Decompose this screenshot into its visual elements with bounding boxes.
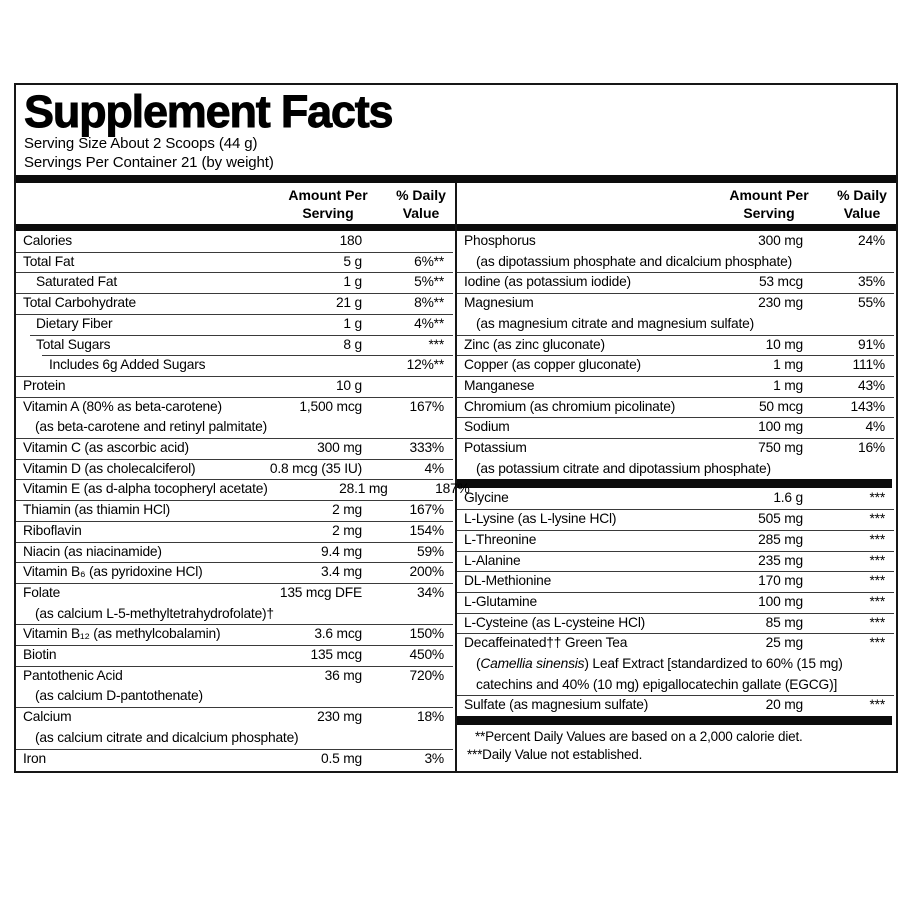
nutrient-name: Vitamin D (as cholecalciferol) <box>23 460 196 476</box>
nutrient-row <box>457 293 896 334</box>
nutrient-amount: 3.6 mcg <box>314 626 362 642</box>
nutrient-source-note: (as potassium citrate and dipotassium phosphate) <box>476 460 771 476</box>
nutrient-amount: 1.6 g <box>773 490 803 506</box>
nutrient-name: L-Threonine <box>464 531 537 547</box>
nutrient-name: Includes 6g Added Sugars <box>49 357 206 373</box>
nutrient-amount: 300 mg <box>758 233 803 248</box>
nutrient-daily-value: 200% <box>409 564 444 580</box>
nutrient-source-note: (as dipotassium phosphate and dicalcium phosphate) <box>476 253 792 269</box>
nutrient-amount: 285 mg <box>758 531 803 547</box>
nutrient-row <box>16 272 455 293</box>
nutrient-source-note: (as calcium D-pantothenate) <box>35 688 203 704</box>
nutrient-name: Folate <box>23 584 61 600</box>
nutrient-daily-value: *** <box>869 552 885 568</box>
nutrient-name: Potassium <box>464 440 527 456</box>
nutrient-source-note: (as calcium citrate and dicalcium phosphate) <box>35 729 299 745</box>
nutrient-daily-value: 4% <box>424 460 444 476</box>
nutrient-name: Manganese <box>464 377 535 393</box>
nutrient-amount: 180 <box>339 233 362 248</box>
nutrient-name: Iodine (as potassium iodide) <box>464 274 631 290</box>
nutrient-daily-value: 333% <box>409 440 444 456</box>
nutrient-row <box>457 633 896 695</box>
nutrient-row <box>457 551 896 572</box>
servings-per-container-text: Servings Per Container 21 (by weight) <box>24 154 274 171</box>
columns-container <box>16 183 896 771</box>
amount-per-serving-header <box>705 186 833 222</box>
nutrient-amount: 10 mg <box>765 336 803 352</box>
nutrient-source-note: catechins and 40% (10 mg) epigallocatechin gallate (EGCG)] <box>476 676 838 692</box>
nutrient-row <box>16 500 455 521</box>
nutrient-name: Calories <box>23 233 73 248</box>
nutrient-name: Sulfate (as magnesium sulfate) <box>464 697 649 713</box>
nutrient-daily-value: 8%** <box>414 295 444 311</box>
nutrient-daily-value: 450% <box>409 647 444 663</box>
nutrient-amount: 5 g <box>343 253 362 269</box>
label-title: Supplement Facts <box>24 86 393 137</box>
nutrient-name: Total Carbohydrate <box>23 295 136 311</box>
amount-per-serving-header <box>264 186 392 222</box>
nutrient-name: Magnesium <box>464 295 534 311</box>
nutrient-source-note: (as beta-carotene and retinyl palmitate) <box>35 419 268 435</box>
nutrient-daily-value: *** <box>869 614 885 630</box>
nutrient-daily-value: *** <box>869 511 885 527</box>
nutrient-daily-value: *** <box>869 573 885 589</box>
nutrient-name: Biotin <box>23 647 57 663</box>
nutrient-daily-value: 5%** <box>414 274 444 290</box>
nutrient-amount: 100 mg <box>758 419 803 435</box>
nutrient-row <box>16 231 455 252</box>
right-column <box>457 183 896 771</box>
nutrient-amount: 21 g <box>335 295 362 311</box>
nutrient-name: Riboflavin <box>23 522 82 538</box>
label-header <box>16 85 896 172</box>
nutrient-row <box>457 438 896 479</box>
nutrient-row <box>457 417 896 438</box>
nutrient-name: Phosphorus <box>464 233 536 248</box>
nutrient-row <box>16 252 455 273</box>
nutrient-amount: 85 mg <box>765 614 803 630</box>
nutrient-daily-value: 18% <box>416 709 444 725</box>
nutrient-amount: 1 g <box>343 315 362 331</box>
nutrient-daily-value: 167% <box>409 398 444 414</box>
footnotes-divider-bar <box>457 716 892 725</box>
left-column-header <box>16 183 455 224</box>
nutrient-row <box>16 749 455 770</box>
header-divider-bar <box>457 224 896 231</box>
nutrient-row <box>16 397 455 438</box>
nutrient-row <box>16 666 455 707</box>
amount-header-line1: Amount Per <box>288 187 368 203</box>
nutrient-row <box>16 459 455 480</box>
nutrient-row <box>457 509 896 530</box>
nutrient-row <box>16 293 455 314</box>
nutrient-name: Vitamin E (as d-alpha tocopheryl acetate) <box>23 481 268 497</box>
percent-daily-value-header <box>833 186 891 222</box>
nutrient-row <box>457 571 896 592</box>
nutrient-daily-value: 6%** <box>414 253 444 269</box>
footnote: ***Daily Value not established. <box>467 746 643 762</box>
nutrient-amount: 0.8 mcg (35 IU) <box>269 460 362 476</box>
nutrient-name: Zinc (as zinc gluconate) <box>464 336 605 352</box>
amount-header-line2: Serving <box>743 205 795 221</box>
dv-header-line1: % Daily <box>837 187 887 203</box>
header-divider-bar <box>16 224 455 231</box>
nutrient-row <box>16 335 455 356</box>
nutrient-name: Vitamin A (80% as beta-carotene) <box>23 398 222 414</box>
nutrient-name: Glycine <box>464 490 509 506</box>
dv-header-line1: % Daily <box>396 187 446 203</box>
nutrient-daily-value: 59% <box>416 543 444 559</box>
nutrient-daily-value: 3% <box>424 750 444 766</box>
nutrient-daily-value: 24% <box>857 233 885 248</box>
nutrient-name: Pantothenic Acid <box>23 667 123 683</box>
amino-acids-rows <box>457 488 896 716</box>
dv-header-line2: Value <box>843 205 881 221</box>
nutrient-amount: 9.4 mg <box>321 543 362 559</box>
nutrient-name: Total Fat <box>23 253 75 269</box>
nutrient-amount: 135 mcg DFE <box>279 584 362 600</box>
nutrient-amount: 28.1 mg <box>339 481 388 497</box>
nutrient-amount: 230 mg <box>317 709 362 725</box>
nutrient-name: Vitamin B₁₂ (as methylcobalamin) <box>23 626 221 642</box>
minerals-rows <box>457 231 896 479</box>
nutrient-name: Vitamin C (as ascorbic acid) <box>23 440 189 456</box>
nutrient-daily-value: *** <box>869 697 885 713</box>
nutrient-name: L-Cysteine (as L-cysteine HCl) <box>464 614 646 630</box>
supplement-facts-panel <box>14 83 898 773</box>
nutrient-daily-value <box>362 231 450 252</box>
nutrient-amount: 3.4 mg <box>321 564 362 580</box>
nutrient-daily-value: 720% <box>409 667 444 683</box>
footnote: **Percent Daily Values are based on a 2,000 calorie diet. <box>475 729 803 745</box>
nutrient-name: DL-Methionine <box>464 573 552 589</box>
nutrient-daily-value: 55% <box>857 295 885 311</box>
nutrient-daily-value: 167% <box>409 502 444 518</box>
nutrient-daily-value: 150% <box>409 626 444 642</box>
nutrient-amount <box>242 355 362 376</box>
nutrient-amount: 135 mcg <box>310 647 362 663</box>
nutrient-daily-value: 12%** <box>406 357 444 373</box>
nutrient-daily-value: *** <box>869 635 885 651</box>
nutrient-name: Protein <box>23 377 66 393</box>
amount-header-line1: Amount Per <box>729 187 809 203</box>
nutrient-row <box>16 355 455 376</box>
nutrient-daily-value: 154% <box>409 522 444 538</box>
nutrient-name: Decaffeinated†† Green Tea <box>464 635 628 651</box>
nutrient-row <box>16 314 455 335</box>
nutrient-daily-value: 34% <box>416 584 444 600</box>
nutrient-name: Thiamin (as thiamin HCl) <box>23 502 170 518</box>
nutrient-row <box>457 376 896 397</box>
left-column <box>16 183 470 771</box>
nutrient-amount: 300 mg <box>317 440 362 456</box>
nutrient-name: Vitamin B₆ (as pyridoxine HCl) <box>23 564 203 580</box>
nutrient-row <box>457 355 896 376</box>
right-column-header <box>457 183 896 224</box>
nutrient-name: Saturated Fat <box>36 274 117 290</box>
nutrient-amount: 36 mg <box>324 667 362 683</box>
nutrient-amount: 53 mcg <box>758 274 803 290</box>
nutrient-amount: 1 g <box>343 274 362 290</box>
percent-daily-value-header <box>392 186 450 222</box>
nutrient-name: Copper (as copper gluconate) <box>464 357 641 373</box>
nutrient-row <box>16 583 455 624</box>
nutrient-amount: 0.5 mg <box>321 750 362 766</box>
nutrient-daily-value: *** <box>869 490 885 506</box>
nutrient-amount: 10 g <box>335 377 362 393</box>
nutrient-name: Calcium <box>23 709 72 725</box>
nutrient-amount: 100 mg <box>758 593 803 609</box>
top-divider-bar <box>16 175 896 183</box>
nutrient-amount: 8 g <box>343 336 362 352</box>
nutrient-amount: 50 mcg <box>758 398 803 414</box>
nutrient-row <box>16 562 455 583</box>
nutrient-daily-value: 4%** <box>414 315 444 331</box>
nutrient-amount: 1,500 mcg <box>299 398 362 414</box>
nutrient-amount: 505 mg <box>758 511 803 527</box>
nutrient-amount: 230 mg <box>758 295 803 311</box>
nutrient-row <box>16 707 455 748</box>
nutrient-daily-value <box>362 376 450 397</box>
nutrient-row <box>16 479 470 500</box>
nutrient-amount: 25 mg <box>765 635 803 651</box>
nutrient-amount: 235 mg <box>758 552 803 568</box>
nutrient-name: Niacin (as niacinamide) <box>23 543 162 559</box>
nutrient-daily-value: 91% <box>857 336 885 352</box>
nutrient-row <box>457 231 896 272</box>
nutrient-row <box>457 488 896 509</box>
nutrient-daily-value: 35% <box>857 274 885 290</box>
nutrient-source-note: (as magnesium citrate and magnesium sulfate) <box>476 315 754 331</box>
nutrient-daily-value: 4% <box>865 419 885 435</box>
nutrient-amount: 2 mg <box>332 522 362 538</box>
nutrient-name: L-Glutamine <box>464 593 537 609</box>
nutrient-source-note: (Camellia sinensis) Leaf Extract [standardized to 60% (15 mg) <box>476 656 843 672</box>
nutrient-row <box>457 272 896 293</box>
nutrient-row <box>16 521 455 542</box>
nutrient-name: Total Sugars <box>36 336 111 352</box>
amount-header-line2: Serving <box>302 205 354 221</box>
nutrient-amount: 20 mg <box>765 697 803 713</box>
nutrient-row <box>457 397 896 418</box>
nutrient-daily-value: 16% <box>857 440 885 456</box>
nutrient-amount: 1 mg <box>773 357 803 373</box>
nutrient-name: L-Lysine (as L-lysine HCl) <box>464 511 617 527</box>
nutrient-row <box>457 613 896 634</box>
nutrient-name: L-Alanine <box>464 552 521 568</box>
nutrient-row <box>457 695 896 716</box>
nutrient-name: Chromium (as chromium picolinate) <box>464 398 676 414</box>
nutrient-row <box>457 592 896 613</box>
nutrient-name: Dietary Fiber <box>36 315 113 331</box>
nutrient-row <box>16 376 455 397</box>
nutrient-name: Sodium <box>464 419 510 435</box>
amino-acids-divider-bar <box>457 479 892 488</box>
nutrient-amount: 1 mg <box>773 377 803 393</box>
nutrient-amount: 2 mg <box>332 502 362 518</box>
serving-size-text: Serving Size About 2 Scoops (44 g) <box>24 135 258 152</box>
nutrient-daily-value: 43% <box>857 377 885 393</box>
nutrient-row <box>457 530 896 551</box>
nutrient-name: Iron <box>23 750 46 766</box>
nutrient-amount: 750 mg <box>758 440 803 456</box>
nutrient-daily-value: 111% <box>852 357 885 373</box>
nutrient-daily-value: *** <box>428 336 444 352</box>
dv-header-line2: Value <box>402 205 440 221</box>
nutrient-daily-value: *** <box>869 531 885 547</box>
nutrient-daily-value: *** <box>869 593 885 609</box>
nutrient-daily-value: 143% <box>850 398 885 414</box>
nutrient-row <box>16 624 455 645</box>
nutrient-row <box>16 645 455 666</box>
footnotes <box>457 725 896 763</box>
nutrient-daily-value: 187% <box>435 481 470 497</box>
nutrient-amount: 170 mg <box>758 573 803 589</box>
nutrient-row <box>16 438 455 459</box>
nutrient-row <box>457 335 896 356</box>
left-column-rows <box>16 231 470 769</box>
nutrient-source-note: (as calcium L-5-methyltetrahydrofolate)† <box>35 605 274 621</box>
nutrient-row <box>16 542 455 563</box>
